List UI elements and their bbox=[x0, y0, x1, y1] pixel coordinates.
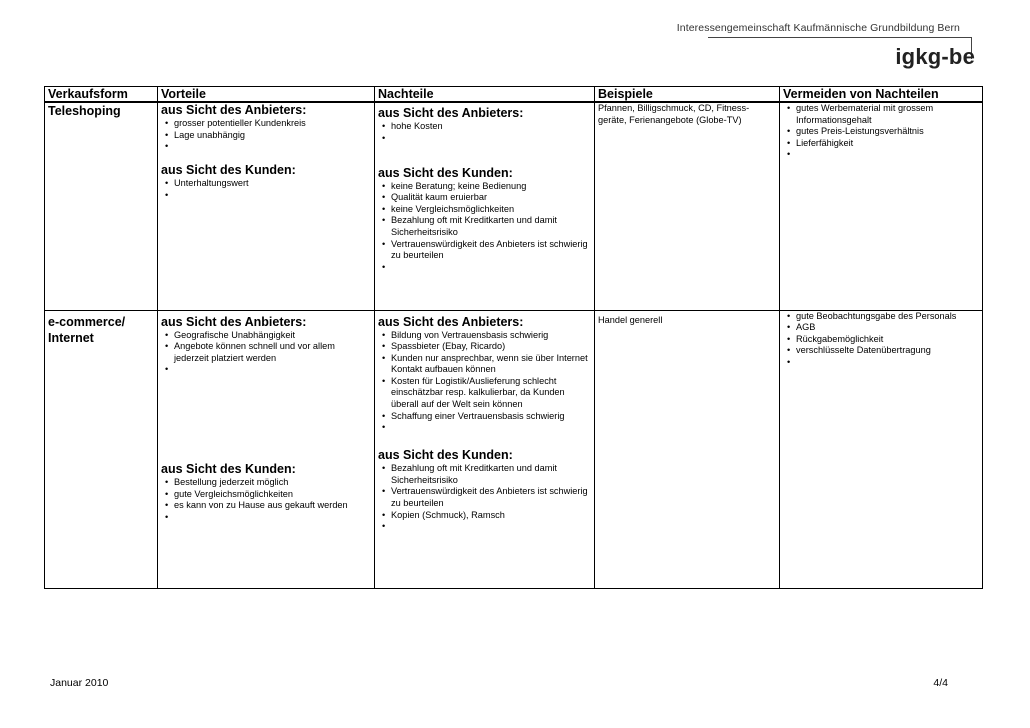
example-text: Pfannen, Billigschmuck, CD, Fitness-geräte, Ferienangebote (Globe-TV) bbox=[598, 103, 750, 125]
list-item: • Bezahlung oft mit Kreditkarten und damit Sicherheitsrisiko bbox=[382, 463, 591, 486]
list-item: • Lieferfähigkeit bbox=[787, 138, 979, 150]
section-heading: aus Sicht des Anbieters: bbox=[161, 314, 307, 329]
list-item: • grosser potentieller Kundenkreis bbox=[165, 118, 371, 130]
vorteile-cell bbox=[158, 310, 375, 588]
column-header: Verkaufsform bbox=[45, 87, 158, 103]
logo: igkg-be bbox=[895, 44, 975, 69]
list-item: • gutes Werbematerial mit grossem Informationsgehalt bbox=[787, 103, 979, 126]
list-item: • Schaffung einer Vertrauensbasis schwierig bbox=[382, 411, 591, 423]
form-name: Teleshoping bbox=[48, 104, 121, 118]
column-header: Vorteile bbox=[158, 87, 375, 103]
list-item: • Kopien (Schmuck), Ramsch bbox=[382, 510, 591, 522]
bullet-list bbox=[161, 477, 371, 512]
vermeiden-cell bbox=[780, 310, 983, 588]
list-item: • Rückgabemöglichkeit bbox=[787, 334, 979, 346]
list-item: • Angebote können schnell und vor allem jederzeit platziert werden bbox=[165, 341, 371, 364]
form-cell bbox=[45, 310, 158, 588]
vorteile-cell bbox=[158, 102, 375, 310]
bullet-list bbox=[378, 463, 591, 521]
list-item: • keine Beratung; keine Bedienung bbox=[382, 181, 591, 193]
bullet-list bbox=[161, 330, 371, 365]
example-text: Handel generell bbox=[598, 314, 663, 325]
section-heading: aus Sicht des Kunden: bbox=[161, 163, 296, 178]
list-item: • Geografische Unabhängigkeit bbox=[165, 330, 371, 342]
list-item: • Unterhaltungswert bbox=[165, 178, 371, 190]
column-header: Beispiele bbox=[595, 87, 780, 103]
form-cell bbox=[45, 102, 158, 310]
list-item: • AGB bbox=[787, 322, 979, 334]
sales-forms-table bbox=[44, 86, 983, 589]
list-item: • gutes Preis-Leistungsverhältnis bbox=[787, 126, 979, 138]
list-item: • Lage unabhängig bbox=[165, 130, 371, 142]
list-item: • Vertrauenswürdigkeit des Anbieters ist schwierig zu beurteilen bbox=[382, 239, 591, 262]
bullet-list bbox=[161, 178, 371, 190]
list-item: • es kann von zu Hause aus gekauft werden bbox=[165, 500, 371, 512]
list-item: • Bildung von Vertrauensbasis schwierig bbox=[382, 330, 591, 342]
bullet-list bbox=[783, 103, 979, 149]
list-item: • Kosten für Logistik/Auslieferung schlecht einschätzbar resp. kalkulierbar, da Kunden überall auf der Welt sein können bbox=[382, 376, 591, 411]
column-header: Vermeiden von Nachteilen bbox=[780, 87, 983, 103]
header-rule bbox=[708, 37, 972, 38]
table-row bbox=[45, 310, 983, 588]
list-item: • hohe Kosten bbox=[382, 121, 591, 133]
table-row bbox=[45, 102, 983, 310]
list-item: • Vertrauenswürdigkeit des Anbieters ist schwierig zu beurteilen bbox=[382, 486, 591, 509]
section-heading: aus Sicht des Kunden: bbox=[378, 448, 513, 463]
list-item: • Bezahlung oft mit Kreditkarten und damit Sicherheitsrisiko bbox=[382, 215, 591, 238]
section-heading: aus Sicht des Kunden: bbox=[161, 462, 296, 477]
section-heading: aus Sicht des Anbieters: bbox=[378, 106, 524, 120]
list-item: • verschlüsselte Datenübertragung bbox=[787, 345, 979, 357]
bullet-list bbox=[161, 118, 371, 141]
nachteile-cell bbox=[375, 310, 595, 588]
vermeiden-cell bbox=[780, 102, 983, 310]
section-heading: aus Sicht des Kunden: bbox=[378, 165, 513, 180]
bullet-list bbox=[378, 181, 591, 262]
list-item: • Spassbieter (Ebay, Ricardo) bbox=[382, 341, 591, 353]
nachteile-cell bbox=[375, 102, 595, 310]
list-item: • keine Vergleichsmöglichkeiten bbox=[382, 204, 591, 216]
list-item: • Qualität kaum eruierbar bbox=[382, 192, 591, 204]
bullet-list bbox=[378, 121, 591, 133]
organization-name: Interessengemeinschaft Kaufmännische Grundbildung Bern bbox=[676, 22, 960, 34]
bullet-list bbox=[783, 311, 979, 357]
list-item: • Bestellung jederzeit möglich bbox=[165, 477, 371, 489]
page-number: 4/4 bbox=[933, 677, 948, 689]
column-header: Nachteile bbox=[375, 87, 595, 103]
section-heading: aus Sicht des Anbieters: bbox=[161, 103, 307, 117]
list-item: • gute Beobachtungsgabe des Personals bbox=[787, 311, 979, 323]
list-item: • Kunden nur ansprechbar, wenn sie über Internet Kontakt aufbauen können bbox=[382, 353, 591, 376]
section-heading: aus Sicht des Anbieters: bbox=[378, 314, 524, 329]
beispiele-cell bbox=[595, 310, 780, 588]
bullet-list bbox=[378, 330, 591, 423]
list-item: • gute Vergleichsmöglichkeiten bbox=[165, 489, 371, 501]
table-header-row bbox=[45, 87, 983, 103]
form-name: e-commerce/ Internet bbox=[48, 314, 126, 345]
footer-date: Januar 2010 bbox=[50, 677, 109, 689]
beispiele-cell bbox=[595, 102, 780, 310]
